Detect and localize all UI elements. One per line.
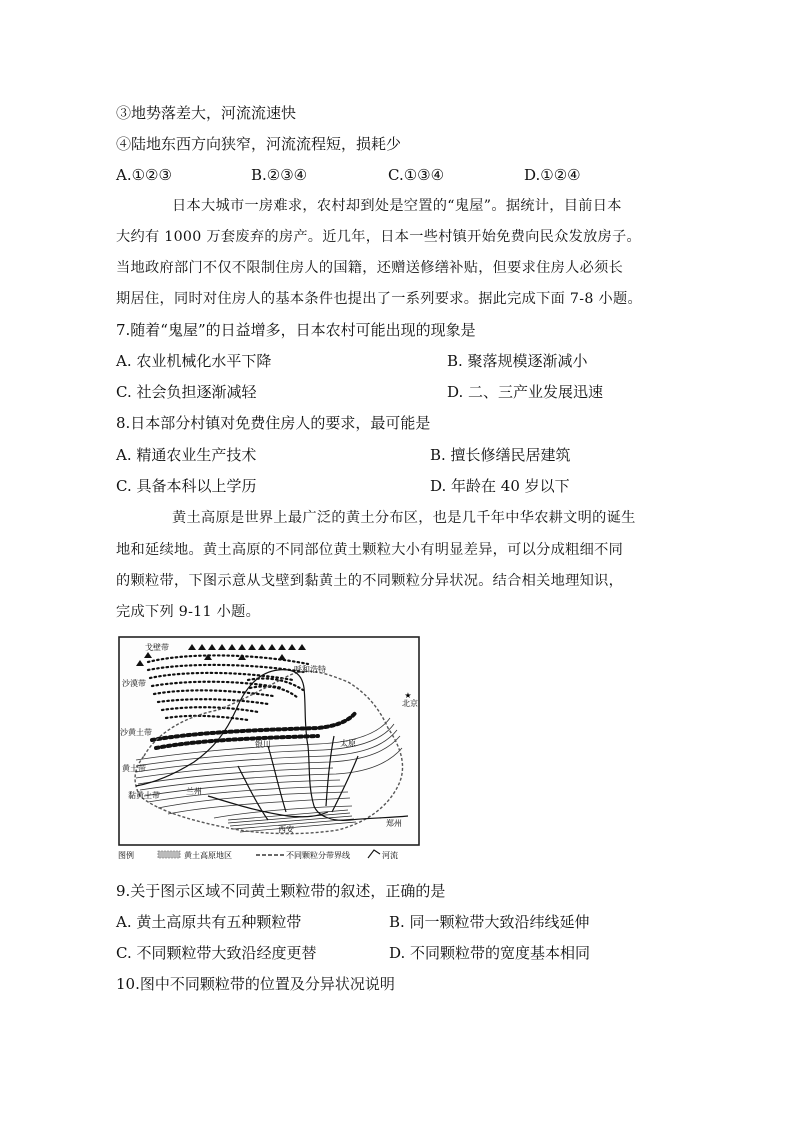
label-sandy-loess: 沙黄土带: [120, 728, 152, 737]
label-desert: 沙漠带: [122, 679, 146, 688]
city-hohhot: 呼和浩特: [294, 665, 326, 674]
q7-option-d: D. 二、三产业发展迅速: [447, 383, 604, 401]
q9-option-c: C. 不同颗粒带大致沿经度更替: [116, 944, 317, 962]
legend-river-swatch: [368, 850, 380, 858]
beijing-star-icon: ★: [404, 691, 412, 700]
legend-boundary: 不同颗粒分带界线: [286, 851, 350, 860]
label-loess: 黄土带: [122, 764, 146, 773]
map-svg: [118, 636, 424, 864]
q6-option-c: C.①③④: [388, 166, 445, 184]
statement-4: ④陆地东西方向狭窄，河流流程短，损耗少: [116, 135, 402, 153]
passage2-line: 地和延续地。黄土高原的不同部位黄土颗粒大小有明显差异，可以分成粗细不同: [116, 542, 624, 558]
q9-option-d: D. 不同颗粒带的宽度基本相同: [389, 944, 591, 962]
q7-option-c: C. 社会负担逐渐减轻: [116, 383, 257, 401]
city-lanzhou: 兰州: [186, 787, 202, 796]
q8-option-b: B. 擅长修缮民居建筑: [430, 446, 571, 464]
city-beijing: 北京: [402, 699, 418, 708]
passage1-line: 期居住，同时对住房人的基本条件也提出了一系列要求。据此完成下面 7-8 小题。: [116, 291, 642, 307]
label-clay-loess: 黏黄土带: [128, 791, 160, 800]
passage2-line: 黄土高原是世界上最广泛的黄土分布区，也是几千年中华农耕文明的诞生: [172, 510, 636, 526]
map-legend: [118, 850, 398, 860]
passage2-line: 的颗粒带，下图示意从戈壁到黏黄土的不同颗粒分异状况。结合相关地理知识，: [116, 573, 624, 589]
q8-stem: 8.日本部分村镇对免费住房人的要求，最可能是: [116, 414, 431, 432]
q9-option-a: A. 黄土高原共有五种颗粒带: [116, 913, 302, 931]
q6-option-d: D.①②④: [524, 166, 581, 184]
passage2-line: 完成下列 9-11 小题。: [116, 604, 261, 620]
q8-option-d: D. 年龄在 40 岁以下: [430, 477, 570, 495]
q9-stem: 9.关于图示区域不同黄土颗粒带的叙述，正确的是: [116, 882, 446, 900]
loess-particle-map: [118, 636, 424, 864]
q8-option-a: A. 精通农业生产技术: [116, 446, 257, 464]
q8-option-c: C. 具备本科以上学历: [116, 477, 257, 495]
label-gobi: 戈壁带: [145, 643, 169, 652]
legend-title: 图例: [118, 851, 134, 860]
city-yinchuan: 银川: [255, 740, 271, 749]
statement-3: ③地势落差大，河流流速快: [116, 104, 297, 122]
q6-option-b: B.②③④: [251, 166, 308, 184]
passage1-line: 日本大城市一房难求，农村却到处是空置的“鬼屋”。据统计，目前日本: [172, 198, 622, 214]
passage1-line: 大约有 1000 万套废弃的房产。近几年，日本一些村镇开始免费向民众发放房子。: [116, 229, 642, 245]
q7-stem: 7.随着“鬼屋”的日益增多，日本农村可能出现的现象是: [116, 321, 476, 339]
q9-option-b: B. 同一颗粒带大致沿纬线延伸: [389, 913, 590, 931]
city-xian: 西安: [278, 825, 294, 834]
city-zhengzhou: 郑州: [386, 819, 402, 828]
q7-option-b: B. 聚落规模逐渐减小: [447, 352, 588, 370]
legend-plateau-swatch: [158, 851, 180, 858]
city-taiyuan: 太原: [340, 739, 356, 748]
passage1-line: 当地政府部门不仅不限制住房人的国籍，还赠送修缮补贴，但要求住房人必须长: [116, 260, 624, 276]
q10-stem: 10.图中不同颗粒带的位置及分异状况说明: [116, 975, 395, 993]
q6-option-a: A.①②③: [116, 166, 172, 184]
legend-plateau: 黄土高原地区: [184, 851, 232, 860]
q7-option-a: A. 农业机械化水平下降: [116, 352, 272, 370]
legend-river: 河流: [382, 851, 398, 860]
